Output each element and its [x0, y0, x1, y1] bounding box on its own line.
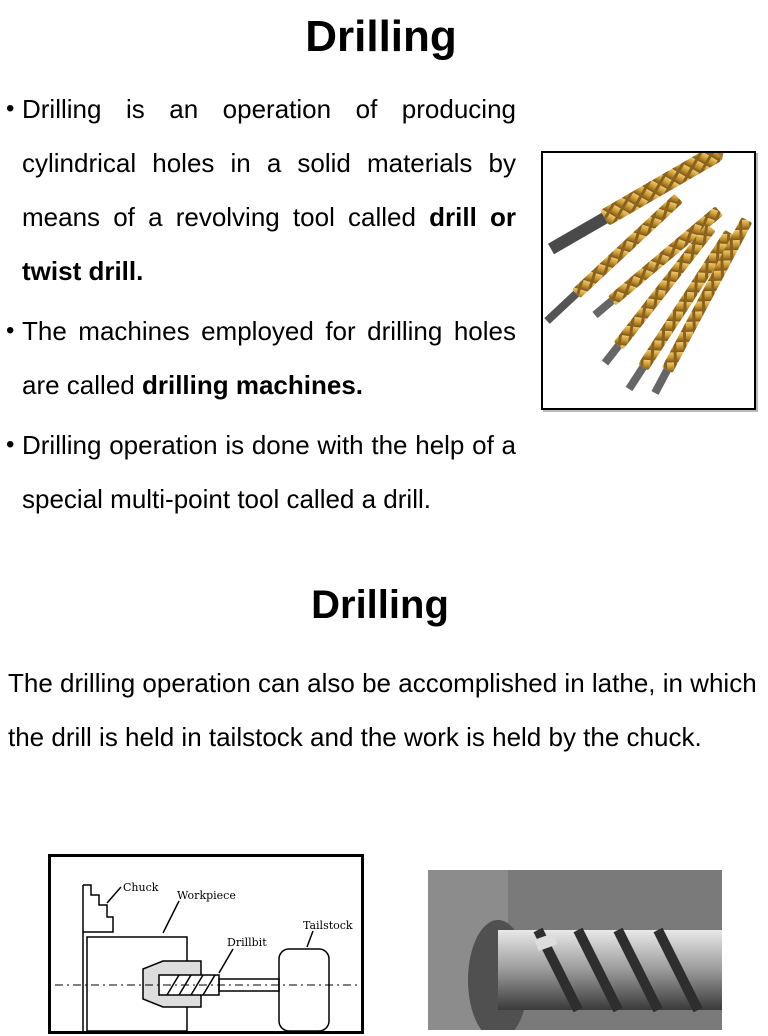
chuck-label: Chuck: [123, 881, 159, 894]
bullet-icon: •: [6, 431, 15, 458]
tailstock-label: Tailstock: [303, 919, 353, 932]
lathe-drilling-paragraph: The drilling operation can also be accomplished in lathe, in which the drill is held in tailstock and the work is held by the chuck.: [8, 668, 757, 752]
twist-drill-photo: [541, 151, 756, 410]
bullet-item-3: [6, 418, 516, 526]
bullet-text: Drilling is an operation of producing cylindrical holes in a solid materials by means of a revolving tool called: [22, 94, 516, 232]
lathe-drilling-diagram: [48, 854, 364, 1034]
bullet-list: [6, 82, 516, 532]
section-title: Drilling: [311, 583, 449, 627]
drilling-closeup-photo: [428, 870, 722, 1030]
bullet-item-2: [6, 304, 516, 412]
drillbit-label: Drillbit: [227, 936, 267, 949]
bullet-text: The machines employed for drilling holes are called: [22, 316, 516, 400]
bullet-icon: •: [6, 317, 15, 344]
page-title: Drilling: [305, 12, 457, 61]
workpiece-label: Workpiece: [177, 889, 236, 902]
lathe-diagram-drawing: [51, 857, 361, 1031]
twist-drills-illustration: [543, 153, 754, 408]
bullet-icon: •: [6, 95, 15, 122]
bullet-bold-text: drill or twist drill.: [22, 202, 516, 286]
drill-closeup-illustration: [428, 870, 722, 1030]
bullet-bold-text: drilling machines.: [141, 370, 364, 400]
bullet-text: Drilling operation is done with the help of a special multi-point tool called a drill.: [22, 430, 516, 514]
bullet-item-1: [6, 82, 516, 298]
